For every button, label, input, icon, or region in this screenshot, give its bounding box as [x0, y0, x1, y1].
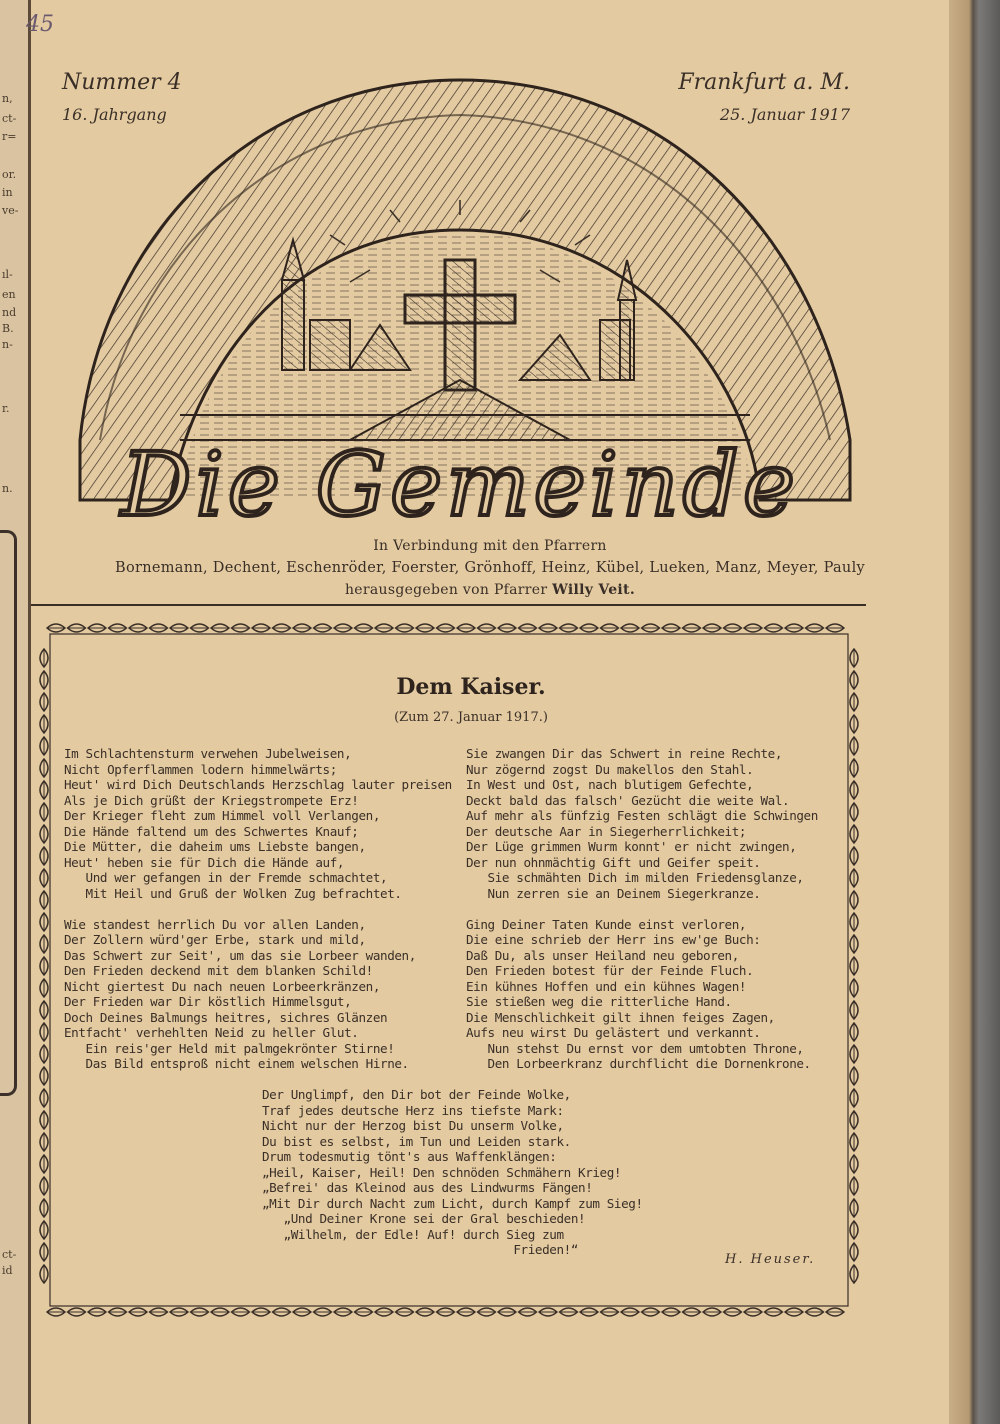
border-leaf-icon: [109, 624, 127, 632]
border-leaf-icon: [850, 759, 858, 777]
border-leaf-icon: [40, 1199, 48, 1217]
margin-fragment: ıl-: [2, 268, 13, 281]
border-leaf-icon: [765, 1308, 783, 1316]
border-leaf-icon: [703, 624, 721, 632]
border-leaf-icon: [850, 1111, 858, 1129]
border-leaf-icon: [40, 1089, 48, 1107]
border-leaf-icon: [293, 1308, 311, 1316]
border-leaf-icon: [478, 624, 496, 632]
border-leaf-icon: [273, 1308, 291, 1316]
border-leaf-icon: [560, 624, 578, 632]
border-leaf-icon: [850, 737, 858, 755]
border-leaf-icon: [850, 935, 858, 953]
border-leaf-icon: [850, 781, 858, 799]
border-leaf-icon: [744, 624, 762, 632]
border-leaf-icon: [850, 847, 858, 865]
border-leaf-icon: [47, 1308, 65, 1316]
margin-fragment: ct-: [2, 1248, 17, 1261]
border-leaf-icon: [416, 1308, 434, 1316]
issue-volume: 16. Jahrgang: [62, 105, 167, 124]
border-leaf-icon: [40, 737, 48, 755]
poem-author: H. Heuser.: [725, 1252, 816, 1267]
margin-fragment: nd: [2, 306, 17, 319]
issue-number: Nummer 4: [62, 70, 182, 95]
border-leaf-icon: [850, 891, 858, 909]
subtitle-line-2: Bornemann, Dechent, Eschenröder, Foerster, Grönhoff, Heinz, Kübel, Lueken, Manz, Meyer, Pauly: [114, 560, 865, 576]
poem-title: Dem Kaiser.: [396, 674, 546, 700]
border-leaf-icon: [850, 979, 858, 997]
border-leaf-icon: [850, 869, 858, 887]
border-leaf-icon: [68, 1308, 86, 1316]
border-leaf-icon: [273, 624, 291, 632]
border-leaf-icon: [252, 1308, 270, 1316]
margin-fragment: r=: [2, 130, 17, 143]
border-leaf-icon: [724, 1308, 742, 1316]
border-leaf-icon: [40, 1023, 48, 1041]
border-leaf-icon: [150, 1308, 168, 1316]
border-leaf-icon: [806, 624, 824, 632]
border-leaf-icon: [416, 624, 434, 632]
border-leaf-icon: [850, 1155, 858, 1173]
margin-fragment: B.: [2, 322, 14, 335]
margin-fragment: en: [2, 288, 16, 301]
border-leaf-icon: [47, 624, 65, 632]
border-leaf-icon: [40, 869, 48, 887]
border-leaf-icon: [478, 1308, 496, 1316]
border-leaf-icon: [806, 1308, 824, 1316]
border-leaf-icon: [40, 649, 48, 667]
border-leaf-icon: [498, 1308, 516, 1316]
border-leaf-icon: [355, 624, 373, 632]
border-leaf-icon: [129, 1308, 147, 1316]
border-leaf-icon: [170, 624, 188, 632]
adjacent-page-edge: [0, 0, 31, 1424]
poem-subtitle: (Zum 27. Januar 1917.): [394, 710, 548, 725]
border-leaf-icon: [396, 1308, 414, 1316]
border-leaf-icon: [355, 1308, 373, 1316]
margin-fragment: n,: [2, 92, 13, 105]
border-leaf-icon: [457, 624, 475, 632]
border-leaf-icon: [375, 624, 393, 632]
border-leaf-icon: [40, 1243, 48, 1261]
border-leaf-icon: [129, 624, 147, 632]
border-leaf-icon: [211, 624, 229, 632]
border-leaf-icon: [40, 935, 48, 953]
subtitle-line-3: [31, 582, 949, 598]
border-leaf-icon: [40, 847, 48, 865]
border-leaf-icon: [40, 759, 48, 777]
border-leaf-icon: [211, 1308, 229, 1316]
subtitle-line-1: In Verbindung mit den Pfarrern: [373, 538, 607, 554]
issue-city: Frankfurt a. M.: [678, 70, 850, 95]
border-leaf-icon: [68, 624, 86, 632]
border-leaf-icon: [40, 1155, 48, 1173]
border-leaf-icon: [850, 957, 858, 975]
border-leaf-icon: [539, 1308, 557, 1316]
border-leaf-icon: [40, 1001, 48, 1019]
border-leaf-icon: [40, 1221, 48, 1239]
border-leaf-icon: [662, 1308, 680, 1316]
border-leaf-icon: [850, 1001, 858, 1019]
border-leaf-icon: [40, 825, 48, 843]
border-leaf-icon: [850, 1199, 858, 1217]
border-leaf-icon: [703, 1308, 721, 1316]
border-leaf-icon: [826, 624, 844, 632]
border-leaf-icon: [498, 624, 516, 632]
margin-fragment: n-: [2, 338, 13, 351]
border-leaf-icon: [150, 624, 168, 632]
border-leaf-icon: [850, 1177, 858, 1195]
border-leaf-icon: [724, 624, 742, 632]
border-leaf-icon: [662, 624, 680, 632]
border-leaf-icon: [40, 913, 48, 931]
border-leaf-icon: [232, 1308, 250, 1316]
border-leaf-icon: [334, 1308, 352, 1316]
margin-fragment: ct-: [2, 112, 17, 125]
border-leaf-icon: [437, 1308, 455, 1316]
margin-fragment: ve-: [2, 204, 19, 217]
border-leaf-icon: [40, 1067, 48, 1085]
border-leaf-icon: [40, 1265, 48, 1283]
border-leaf-icon: [457, 1308, 475, 1316]
publisher-name: Willy Veit.: [552, 582, 635, 598]
issue-date: 25. Januar 1917: [719, 105, 850, 124]
border-leaf-icon: [334, 624, 352, 632]
border-leaf-icon: [170, 1308, 188, 1316]
border-leaf-icon: [560, 1308, 578, 1316]
border-leaf-icon: [519, 1308, 537, 1316]
book-spine: [949, 0, 1000, 1424]
border-leaf-icon: [40, 1177, 48, 1195]
poem-left-column: Im Schlachtensturm verwehen Jubelweisen, Nicht Opferflammen lodern himmelwärts; Heut' wird Dich Deutschlands Herzschlag lauter preisen Als je Dich grüßt der Kriegstrompete Erz! Der Krieger fleht zum Himmel voll Verlangen, Die Hände faltend um des Schwertes Knauf; Die Mütter, die daheim ums Liebste bangen, Heut' heben sie für Dich die Hände auf, Und wer gefangen in der Fremde schmachtet, Mit Heil und Gruß der Wolken Zug befrachtet. Wie standest herrlich Du vor allen Landen, Der Zollern würd'ger Erbe, stark und mild, Das Schwert zur Seit', um das sie Lorbeer wanden, Den Frieden deckend mit dem blanken Schild! Nicht giertest Du nach neuen Lorbeerkränzen, Der Frieden war Dir köstlich Himmelsgut, Doch Deines Balmungs heitres, sichres Glänzen Entfacht' verhehlten Neid zu heller Glut. Ein reis'ger Held mit palmgekrönter Stirne! Das Bild entsproß nicht einem welschen Hirne.: [64, 746, 452, 1071]
masthead-title: Die Gemeinde: [121, 433, 799, 530]
header-rule: [31, 604, 866, 606]
border-leaf-icon: [40, 1133, 48, 1151]
border-leaf-icon: [109, 1308, 127, 1316]
margin-fragment: or.: [2, 168, 17, 181]
border-leaf-icon: [40, 803, 48, 821]
border-leaf-icon: [396, 624, 414, 632]
margin-fragment: in: [2, 186, 13, 199]
border-leaf-icon: [826, 1308, 844, 1316]
border-leaf-icon: [850, 1243, 858, 1261]
border-leaf-icon: [314, 1308, 332, 1316]
border-leaf-icon: [850, 825, 858, 843]
border-leaf-icon: [850, 1089, 858, 1107]
border-leaf-icon: [252, 624, 270, 632]
border-leaf-icon: [850, 1265, 858, 1283]
publisher-prefix: herausgegeben von Pfarrer: [344, 582, 553, 598]
border-leaf-icon: [601, 1308, 619, 1316]
border-leaf-icon: [850, 649, 858, 667]
border-leaf-icon: [850, 1067, 858, 1085]
border-leaf-icon: [785, 624, 803, 632]
border-leaf-icon: [232, 624, 250, 632]
border-leaf-icon: [40, 979, 48, 997]
border-leaf-icon: [191, 1308, 209, 1316]
margin-fragment: id: [2, 1264, 13, 1277]
border-leaf-icon: [88, 624, 106, 632]
border-leaf-icon: [683, 1308, 701, 1316]
border-leaf-icon: [293, 624, 311, 632]
border-leaf-icon: [40, 891, 48, 909]
border-leaf-icon: [40, 957, 48, 975]
border-leaf-icon: [437, 624, 455, 632]
border-leaf-icon: [191, 624, 209, 632]
border-leaf-icon: [850, 913, 858, 931]
adjacent-page-box: [0, 530, 17, 1096]
border-leaf-icon: [601, 624, 619, 632]
border-leaf-icon: [40, 781, 48, 799]
border-leaf-icon: [40, 1045, 48, 1063]
pencil-annotation: 45: [26, 12, 54, 37]
poem-final-stanza: Der Unglimpf, den Dir bot der Feinde Wolke, Traf jedes deutsche Herz ins tiefste Mark: Nicht nur der Herzog bist Du unserm Volke, Du bist es selbst, im Tun und Leiden stark. Drum todesmutig tönt's aus Waffenklängen: „Heil, Kaiser, Heil! Den schnöden Schmähern Krieg! „Befrei' das Kleinod aus des Lindwurms Fängen! „Mit Dir durch Nacht zum Licht, durch Kampf zum Sieg! „Und Deiner Krone sei der Gral beschieden! „Wilhelm, der Edle! Auf! durch Sieg zum Frieden!“: [262, 1087, 643, 1257]
border-leaf-icon: [850, 1221, 858, 1239]
border-leaf-icon: [580, 1308, 598, 1316]
border-leaf-icon: [314, 624, 332, 632]
border-leaf-icon: [744, 1308, 762, 1316]
margin-fragment: r.: [2, 402, 10, 415]
border-leaf-icon: [850, 1045, 858, 1063]
border-leaf-icon: [40, 1111, 48, 1129]
border-leaf-icon: [539, 624, 557, 632]
border-leaf-icon: [785, 1308, 803, 1316]
margin-fragment: n.: [2, 482, 13, 495]
border-leaf-icon: [519, 624, 537, 632]
border-leaf-icon: [642, 624, 660, 632]
border-leaf-icon: [850, 803, 858, 821]
border-leaf-icon: [375, 1308, 393, 1316]
masthead-illustration: [60, 60, 860, 530]
poem-right-column: Sie zwangen Dir das Schwert in reine Rechte, Nur zögernd zogst Du makellos den Stahl. In West und Ost, nach blutigem Gefechte, Deckt bald das falsch' Gezücht die weite Wal. Auf mehr als fünfzig Festen schlägt die Schwingen Der deutsche Aar in Siegerherrlichkeit; Der Lüge grimmen Wurm konnt' er nicht zwingen, Der nun ohnmächtig Gift und Geifer speit. Sie schmähten Dich im milden Friedensglanze, Nun zerren sie an Deinem Siegerkranze. Ging Deiner Taten Kunde einst verloren, Die eine schrieb der Herr ins ew'ge Buch: Daß Du, als unser Heiland neu geboren, Den Frieden botest für der Feinde Fluch. Ein kühnes Hoffen und ein kühnes Wagen! Sie stießen weg die ritterliche Hand. Die Menschlichkeit gilt ihnen feiges Zagen, Aufs neu wirst Du gelästert und verkannt. Nun stehst Du ernst vor dem umtobten Throne, Den Lorbeerkranz durchflicht die Dornenkrone.: [466, 746, 818, 1071]
border-leaf-icon: [621, 624, 639, 632]
border-leaf-icon: [850, 1023, 858, 1041]
border-leaf-icon: [683, 624, 701, 632]
border-leaf-icon: [580, 624, 598, 632]
border-leaf-icon: [621, 1308, 639, 1316]
border-leaf-icon: [642, 1308, 660, 1316]
border-leaf-icon: [765, 624, 783, 632]
border-leaf-icon: [850, 1133, 858, 1151]
border-leaf-icon: [88, 1308, 106, 1316]
